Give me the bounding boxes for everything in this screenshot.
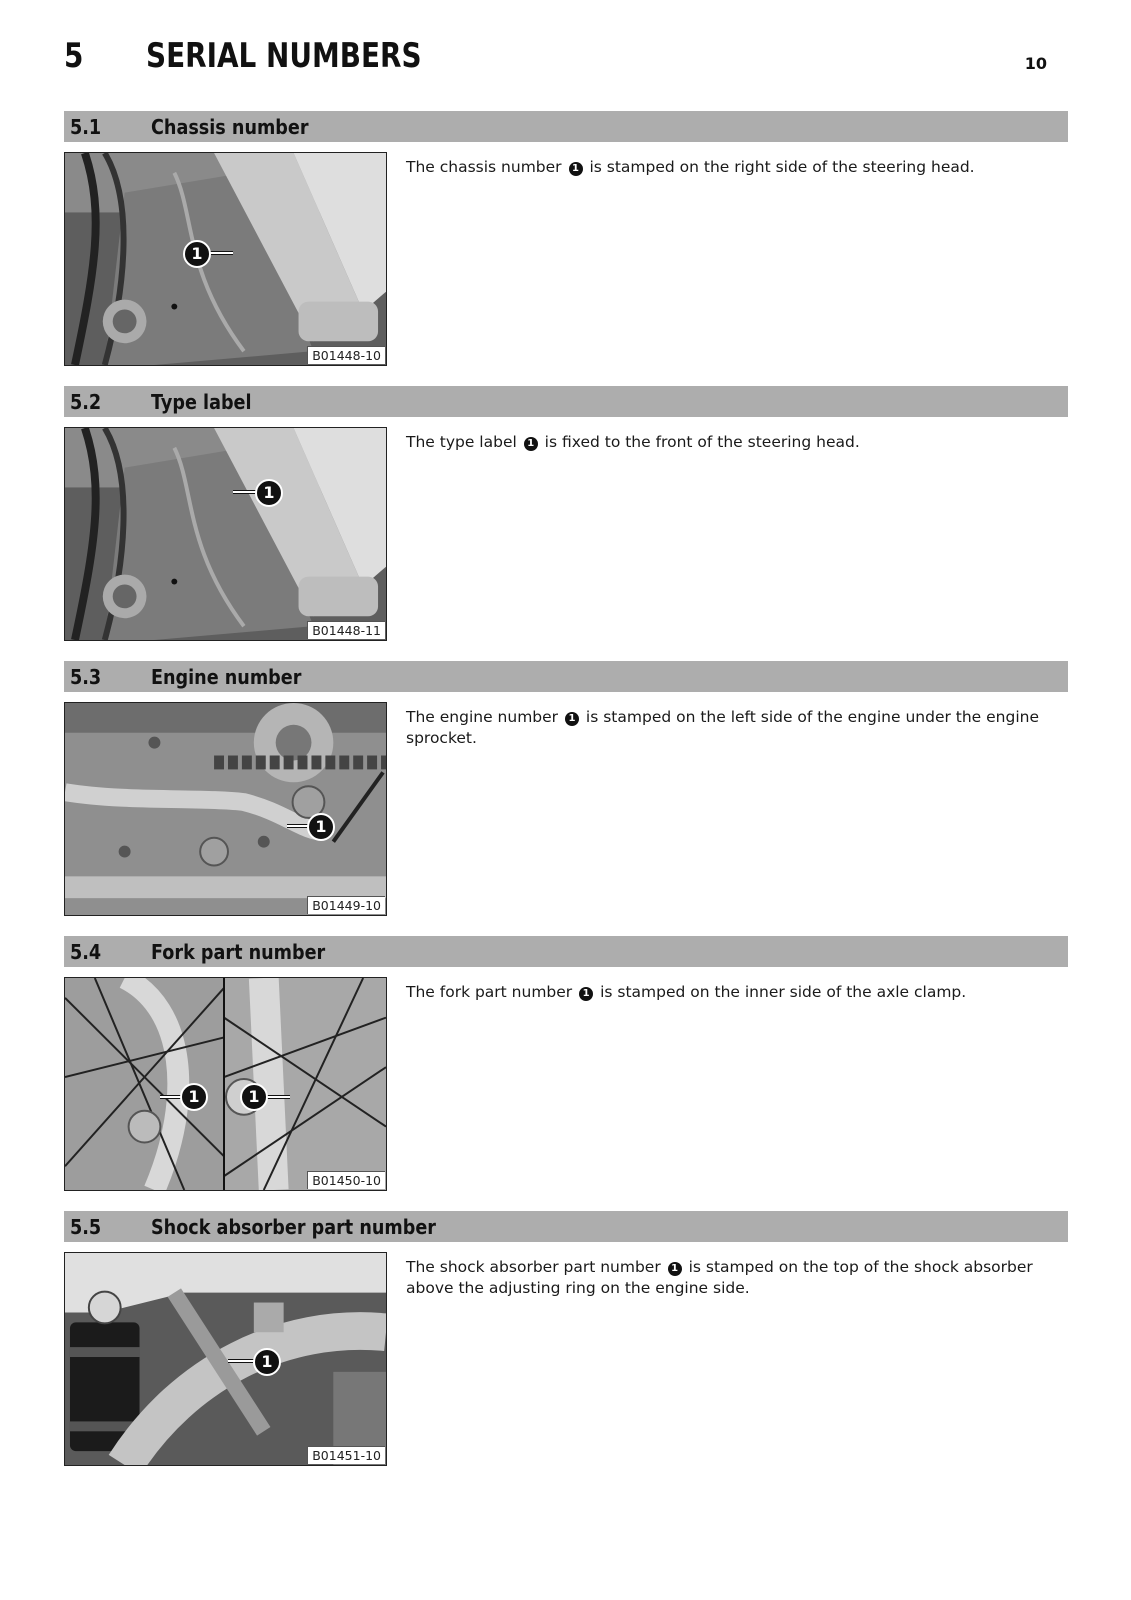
figure-code: B01448-10	[307, 346, 385, 364]
fork-axle-clamp-illustration	[65, 978, 386, 1190]
steering-head-illustration	[65, 153, 386, 365]
section-number: 5.3	[70, 665, 102, 689]
section-description	[406, 1257, 1056, 1298]
description-text-before: The type label	[406, 433, 517, 451]
callout-marker-1: 1	[255, 479, 283, 507]
description-text-after: is fixed to the front of the steering head.	[544, 433, 860, 451]
callout-bullet: 1	[668, 1262, 682, 1276]
steering-head-illustration	[65, 428, 386, 640]
type-label-photo	[64, 427, 387, 641]
section-title: Shock absorber part number	[151, 1215, 436, 1239]
section-title: Engine number	[151, 665, 302, 689]
callout-marker-1: 1	[183, 240, 211, 268]
chapter-title: SERIAL NUMBERS	[146, 36, 422, 76]
engine-number-photo	[64, 702, 387, 916]
figure-code: B01450-10	[307, 1171, 385, 1189]
callout-bullet: 1	[565, 712, 579, 726]
figure-code: B01449-10	[307, 896, 385, 914]
description-text-after: is stamped on the right side of the steering head.	[589, 158, 975, 176]
section-title: Type label	[151, 390, 252, 414]
figure-code: B01451-10	[307, 1446, 385, 1464]
section-title: Fork part number	[151, 940, 326, 964]
engine-case-illustration	[65, 703, 386, 915]
section-chassis-number	[64, 111, 1068, 363]
page-number: 10	[1024, 54, 1047, 73]
callout-bullet: 1	[524, 437, 538, 451]
description-text-before: The chassis number	[406, 158, 562, 176]
callout-marker-1: 1	[240, 1083, 268, 1111]
section-description	[406, 707, 1056, 748]
section-type-label	[64, 386, 1068, 638]
section-fork-part-number	[64, 936, 1068, 1188]
shock-absorber-photo	[64, 1252, 387, 1466]
shock-absorber-illustration	[65, 1253, 386, 1465]
section-shock-absorber-part-number	[64, 1211, 1068, 1463]
section-header-bar	[64, 386, 1068, 417]
description-text-before: The engine number	[406, 708, 559, 726]
description-text-after: is stamped on the top of the shock absorber above the adjusting ring on the engine side.	[406, 1258, 1033, 1297]
callout-bullet: 1	[569, 162, 583, 176]
section-title: Chassis number	[151, 115, 309, 139]
callout-marker-1: 1	[307, 813, 335, 841]
callout-marker-1: 1	[253, 1348, 281, 1376]
section-number: 5.1	[70, 115, 102, 139]
section-description	[406, 157, 1056, 178]
chassis-number-photo	[64, 152, 387, 366]
section-number: 5.5	[70, 1215, 102, 1239]
chapter-number: 5	[64, 36, 84, 76]
section-description	[406, 982, 1056, 1003]
section-description	[406, 432, 1056, 453]
callout-marker-1: 1	[180, 1083, 208, 1111]
section-number: 5.2	[70, 390, 102, 414]
callout-bullet: 1	[579, 987, 593, 1001]
description-text-after: is stamped on the inner side of the axle clamp.	[600, 983, 967, 1001]
description-text-before: The fork part number	[406, 983, 573, 1001]
section-engine-number	[64, 661, 1068, 913]
section-header-bar	[64, 111, 1068, 142]
section-number: 5.4	[70, 940, 102, 964]
section-header-bar	[64, 1211, 1068, 1242]
section-header-bar	[64, 661, 1068, 692]
description-text-after: is stamped on the left side of the engine under the engine sprocket.	[406, 708, 1040, 747]
fork-part-number-photo	[64, 977, 387, 1191]
figure-code: B01448-11	[307, 621, 385, 639]
section-header-bar	[64, 936, 1068, 967]
description-text-before: The shock absorber part number	[406, 1258, 661, 1276]
